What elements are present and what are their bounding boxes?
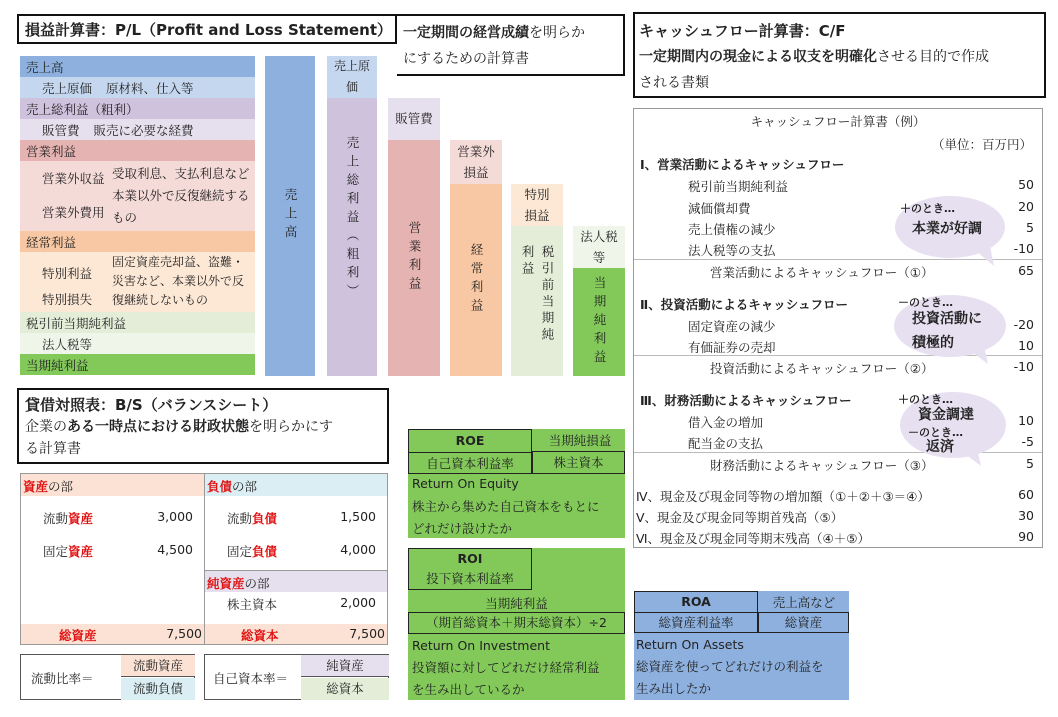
equity-ratio-label: 自己資本率＝ [213, 671, 289, 686]
pl-row-nonop [20, 161, 255, 231]
pl-row-net [20, 354, 255, 375]
cf-bubble-financing-tail [955, 448, 985, 468]
pl-desc-box [397, 14, 625, 76]
bs-desc-b: を明らかにす [249, 419, 333, 435]
bs-equity-head-red: 純資産 [207, 576, 245, 591]
cf-s3-item2: 配当金の支払 [688, 436, 764, 451]
cf-s1-item4: 法人税等の支払 [688, 243, 776, 258]
bs-total-capital-val: 7,500 [349, 626, 385, 641]
pl-col-tax-head [573, 226, 625, 268]
pl-desc-rest2: にするための計算書 [403, 51, 529, 67]
pl-label-sales: 売上高 [26, 59, 64, 75]
cf-sec2: Ⅱ、投資活動によるキャッシュフロー [640, 297, 848, 312]
roe-name: ROE [409, 430, 531, 453]
pl-row-cogs [20, 77, 255, 98]
cf-s2-total: 投資活動によるキャッシュフロー（②） [710, 361, 934, 376]
cf-title: キャッシュフロー計算書：C/F [639, 22, 846, 40]
pl-col-nonop-head [450, 140, 502, 184]
roa-en: Return On Assets [636, 637, 744, 652]
bs-liab-head-red: 負債 [207, 479, 233, 494]
pl-label-net: 当期純利益 [26, 357, 89, 373]
cf-s2-item2: 有価証券の売却 [688, 340, 776, 355]
pl-row-sales [20, 56, 255, 77]
cf-bubble3-small1: ＋のとき… [898, 393, 953, 406]
roi-name: ROI [457, 551, 483, 566]
pl-label-special-gain: 特別利益 [42, 266, 93, 281]
roi-denominator: （期首総資本＋期末総資本）÷2 [408, 612, 625, 634]
cf-bubble3-big2: 返済 [926, 439, 954, 455]
cf-s1-item4-val: -10 [1013, 241, 1034, 256]
roa-name: ROA [635, 592, 757, 613]
cf-s3-total-val: 5 [1026, 456, 1034, 471]
bs-title: 貸借対照表：B/S（バランスシート） [25, 396, 278, 414]
bs-liab-head-rest: の部 [232, 479, 258, 494]
cf-s1-total: 営業活動によるキャッシュフロー（①） [710, 265, 934, 280]
cf-bubble2-big2: 積極的 [912, 335, 954, 351]
equity-ratio-numerator: 純資産 [301, 655, 389, 677]
pl-row-tax [20, 333, 255, 354]
pl-col-nonop-label: 営業外損益 [457, 144, 495, 180]
bs-fixed-liab [227, 542, 277, 560]
cf-s1-item2-val: 20 [1018, 199, 1034, 214]
cf-desc-rest2: される書類 [639, 75, 709, 91]
pl-label-sga: 販管費 [42, 122, 80, 138]
roe-card [408, 429, 625, 538]
pl-col-sales-label: 売上高 [283, 188, 298, 244]
pl-desc-rest1: を明らか [529, 25, 585, 41]
bs-total-assets-val: 7,500 [166, 626, 202, 641]
bs-equity-head [205, 570, 387, 592]
roa-desc2: 生み出したか [636, 681, 712, 696]
bs-desc-bold: ある一時点における財政状態 [67, 419, 249, 435]
pl-col-op [388, 140, 440, 376]
pl-col-net-label: 当期純利益 [592, 275, 607, 369]
bs-assets-head-rest: の部 [48, 479, 74, 494]
cf-bubble-investing-tail [962, 346, 992, 366]
pl-row-pretax [20, 312, 255, 333]
pl-col-pretax [511, 226, 563, 376]
bs-current-assets [43, 509, 93, 527]
pl-label-pretax: 税引前当期純利益 [26, 315, 127, 331]
roi-en: Return On Investment [412, 638, 550, 653]
pl-row-table [20, 56, 255, 376]
pl-col-sales [265, 56, 315, 376]
pl-col-special-head [511, 184, 563, 226]
cf-vi-val: 90 [1018, 529, 1034, 544]
cf-sec3: Ⅲ、財務活動によるキャッシュフロー [640, 393, 852, 408]
pl-title: 損益計算書：P/L（Profit and Loss Statement） [25, 21, 393, 39]
roe-jp: 自己資本利益率 [426, 456, 514, 471]
cf-s2-item1-val: -20 [1013, 317, 1034, 332]
bs-current-liab [227, 509, 277, 527]
roa-denominator: 総資産 [758, 612, 849, 633]
cf-bubble1-big: 本業が好調 [912, 221, 982, 237]
equity-ratio-box [204, 654, 389, 700]
cf-s1-item1-val: 50 [1018, 177, 1034, 192]
current-ratio-numerator: 流動資産 [121, 655, 195, 677]
cf-s3-total: 財務活動によるキャッシュフロー（③） [710, 458, 934, 473]
bs-total-capital-row [205, 624, 387, 644]
cf-bubble3-small2: －のとき… [908, 426, 963, 439]
bs-capital-val: 2,000 [340, 595, 376, 610]
bs-liab-head [205, 474, 387, 496]
bs-desc-a: 企業の [25, 419, 67, 435]
pl-title-box [17, 14, 397, 44]
cf-s3-item2-val: -5 [1021, 434, 1034, 449]
roa-numerator: 売上高など [772, 595, 836, 610]
pl-label-nonop-income: 営業外収益 [42, 171, 105, 186]
cf-table-title: キャッシュフロー計算書（例） [750, 114, 926, 129]
pl-col-net [573, 268, 625, 376]
bs-assets-head [21, 474, 204, 496]
pl-col-sga-label: 販管費 [395, 111, 433, 126]
cf-s2-item1: 固定資産の減少 [688, 319, 776, 334]
roi-jp: 投下資本利益率 [426, 571, 514, 586]
bs-total-assets-row [21, 624, 204, 644]
roi-desc2: を生み出しているか [412, 682, 525, 697]
pl-label-gross: 売上総利益（粗利） [26, 101, 139, 117]
current-ratio-label: 流動比率＝ [31, 671, 94, 686]
roi-numerator: 当期純利益 [485, 596, 548, 611]
roe-denominator: 株主資本 [532, 451, 625, 474]
roa-label-box [634, 591, 758, 633]
cf-v-val: 30 [1018, 508, 1034, 523]
cf-s1-item1: 税引前当期純利益 [688, 179, 789, 194]
roe-desc1: 株主から集めた自己資本をもとに [412, 499, 600, 514]
roa-card [634, 591, 849, 700]
pl-row-special [20, 252, 255, 312]
cf-bubble2-small: －のとき… [898, 296, 953, 309]
pl-label-tax: 法人税等 [42, 336, 93, 352]
cf-iv: Ⅳ、現金及び現金同等物の増加額（①＋②＋③＝④） [636, 489, 930, 504]
pl-col-sga-head [388, 98, 440, 140]
cf-bubble1-small: ＋のとき… [900, 202, 955, 215]
pl-row-ordinary [20, 231, 255, 252]
cf-bubble-operating-tail [968, 246, 998, 268]
bs-total-assets: 総資産 [59, 628, 97, 643]
bs-fixed-assets-b: 資産 [68, 544, 94, 559]
pl-label-cogs: 売上原価 [42, 80, 93, 96]
pl-col-tax-label: 法人税等 [580, 229, 618, 265]
bs-total-capital: 総資本 [241, 628, 279, 643]
pl-desc-bold: 一定期間の経営成績 [403, 25, 529, 41]
roa-jp: 総資産利益率 [658, 615, 734, 630]
roi-label-box [408, 548, 532, 590]
cf-s2-total-val: -10 [1013, 359, 1034, 374]
cf-desc-bold: 一定期間内の現金による収支を明確化 [639, 49, 877, 65]
bs-fixed-liab-val: 4,000 [340, 542, 376, 557]
bs-table [20, 473, 388, 645]
pl-label-op: 営業利益 [26, 143, 77, 159]
cf-s1-item3: 売上債権の減少 [688, 222, 776, 237]
bs-assets-head-red: 資産 [23, 479, 49, 494]
pl-row-sga [20, 119, 255, 140]
bs-current-liab-val: 1,500 [340, 509, 376, 524]
cf-s1-item2: 減価償却費 [688, 201, 751, 216]
bs-fixed-liab-b: 負債 [252, 544, 278, 559]
pl-col-pretax-label: 税引前当期純利益 [520, 245, 555, 344]
bs-current-liab-a: 流動 [227, 511, 253, 526]
pl-note-sga: 販売に必要な経費 [93, 122, 194, 138]
cf-v: Ⅴ、現金及び現金同等期首残高（⑤） [636, 510, 844, 525]
roi-card [408, 548, 625, 700]
cf-sec1: Ⅰ、営業活動によるキャッシュフロー [640, 157, 845, 172]
bs-title-box [17, 388, 389, 464]
pl-col-ordinary [450, 184, 502, 376]
cf-s3-item1-val: 10 [1018, 413, 1034, 428]
bs-fixed-liab-a: 固定 [227, 544, 253, 559]
roe-en: Return On Equity [412, 476, 519, 491]
roi-desc1: 投資額に対してどれだけ経常利益 [412, 660, 600, 675]
pl-note-special: 固定資産売却益、盗難・災害など、本業以外で反復継続しないもの [112, 255, 245, 307]
pl-col-cogs-head [327, 56, 377, 98]
cf-s2-item2-val: 10 [1018, 338, 1034, 353]
cf-vi: Ⅵ、現金及び現金同等期末残高（④＋⑤） [636, 531, 870, 546]
pl-note-nonop: 受取利息、支払利息など本業以外で反復継続するもの [112, 166, 250, 225]
cf-s1-total-val: 65 [1018, 263, 1034, 278]
pl-label-ordinary: 経常利益 [26, 234, 77, 250]
bs-fixed-assets-val: 4,500 [157, 542, 193, 557]
bs-current-assets-b: 資産 [68, 511, 94, 526]
bs-current-assets-a: 流動 [43, 511, 69, 526]
bs-fixed-assets [43, 542, 93, 560]
cf-title-box [633, 12, 1046, 98]
bs-current-liab-b: 負債 [252, 511, 278, 526]
roe-label-box [408, 429, 532, 474]
pl-note-cogs: 原材料、仕入等 [106, 80, 194, 96]
bs-equity-head-rest: の部 [244, 576, 270, 591]
pl-col-cogs-label: 売上原価 [333, 59, 370, 94]
pl-col-ordinary-label: 経常利益 [469, 243, 484, 317]
pl-col-gross-label: 売上総利益（粗利） [345, 136, 360, 303]
roe-numerator: 当期純損益 [548, 433, 612, 448]
cf-s3-item1: 借入金の増加 [688, 415, 764, 430]
bs-fixed-assets-a: 固定 [43, 544, 69, 559]
pl-row-gross [20, 98, 255, 119]
cf-bubble3-big1: 資金調達 [918, 407, 974, 423]
bs-current-assets-val: 3,000 [157, 509, 193, 524]
roe-desc2: どれだけ設けたか [412, 521, 513, 536]
equity-ratio-denominator: 総資本 [301, 678, 389, 700]
pl-col-special-label: 特別損益 [524, 187, 550, 223]
pl-label-nonop-expense: 営業外費用 [42, 205, 105, 220]
cf-iv-val: 60 [1018, 487, 1034, 502]
roa-desc1: 総資産を使ってどれだけの利益を [636, 659, 824, 674]
cf-desc-rest1: させる目的で作成 [877, 49, 989, 65]
bs-desc-c: る計算書 [25, 441, 81, 457]
cf-s1-item3-val: 5 [1026, 220, 1034, 235]
bs-divider [204, 474, 205, 644]
cf-bubble2-big1: 投資活動に [912, 311, 982, 327]
bs-capital: 株主資本 [227, 597, 278, 612]
cf-unit: （単位：百万円） [931, 137, 1032, 152]
current-ratio-box [20, 654, 195, 700]
pl-col-gross [327, 98, 377, 376]
pl-label-special-loss: 特別損失 [42, 292, 93, 307]
pl-col-op-label: 営業利益 [407, 221, 422, 295]
current-ratio-denominator: 流動負債 [121, 678, 195, 700]
pl-row-op [20, 140, 255, 161]
